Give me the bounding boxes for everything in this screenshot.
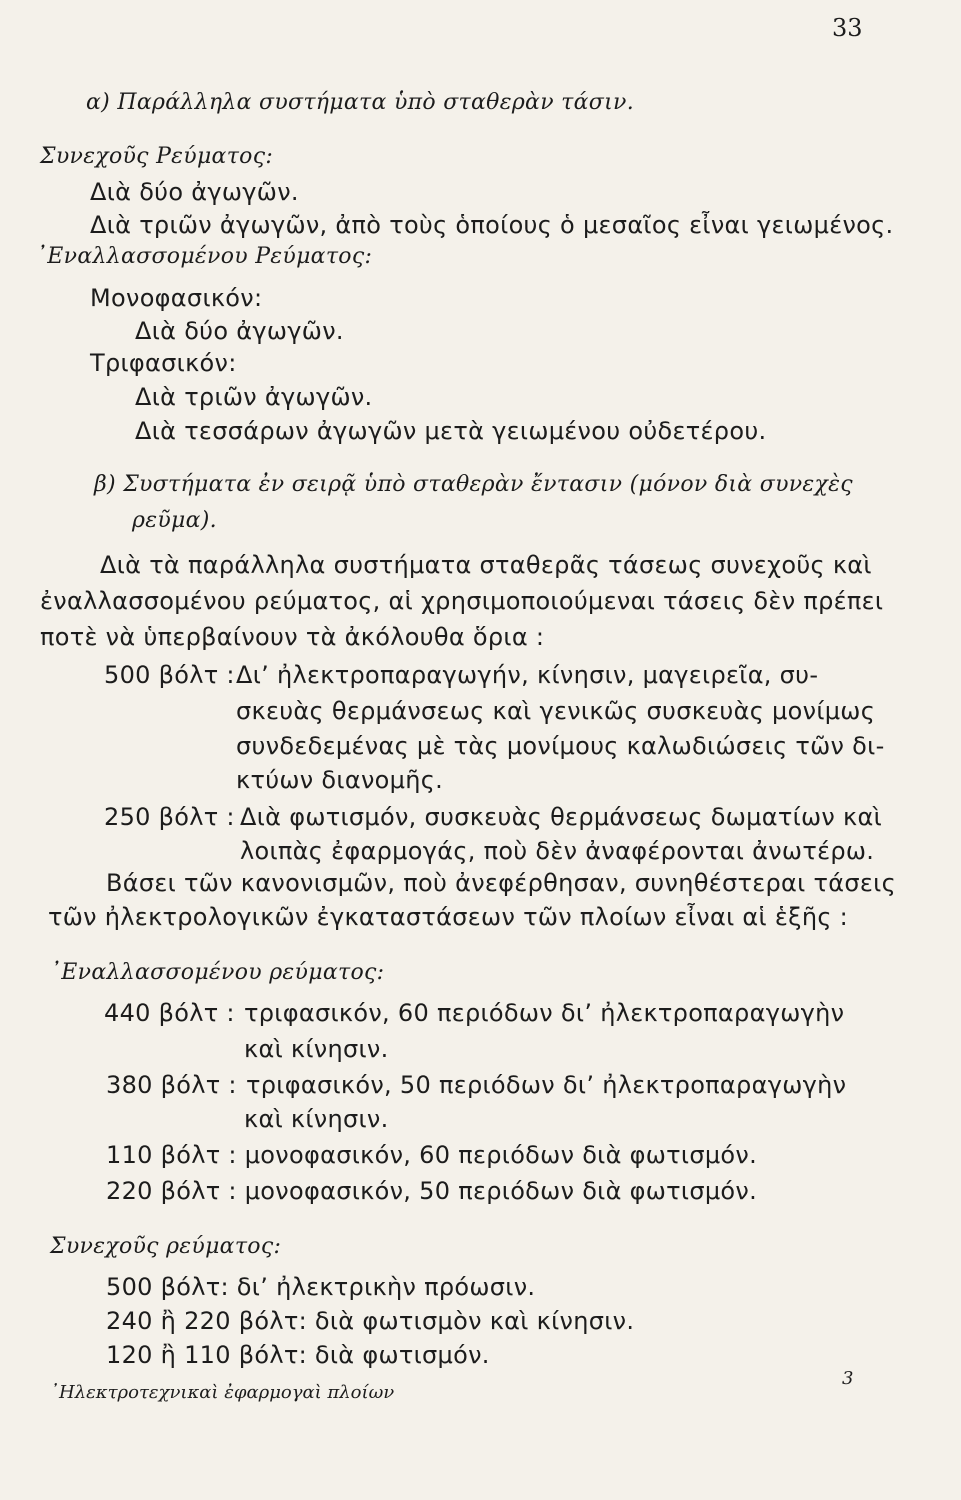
text-line: καὶ κίνησιν. [244,1035,389,1063]
dc-voltage-500: 500 βόλτ: δι’ ἠλεκτρικὴν πρόωσιν. [106,1273,536,1301]
text-line: λοιπὰς ἐφαρμογάς, ποὺ δὲν ἀναφέρονται ἀνωτέρω. [240,837,875,865]
text-line: Διὰ δύο ἀγωγῶν. [135,317,344,345]
subheading-alternating-current-2: ᾿Εναλλασσομένου ρεύματος: [50,960,385,985]
subheading-alternating-current: ᾿Εναλλασσομένου Ρεύματος: [36,244,373,269]
voltage-usage: Δι’ ἠλεκτροπαραγωγήν, κίνησιν, μαγειρεῖα, συ- [236,661,819,689]
paragraph-line: ἐναλλασσομένου ρεύματος, αἱ χρησιμοποιούμεναι τάσεις δὲν πρέπει [40,587,884,615]
voltage-entry-380 [106,1070,846,1100]
text-line: συνδεδεμένας μὲ τὰς μονίμους καλωδιώσεις τῶν δι- [236,732,885,760]
text-line: Διὰ τριῶν ἀγωγῶν. [135,383,373,411]
text-line: σκευὰς θερμάνσεως καὶ γενικῶς συσκευὰς μονίμως [236,697,876,725]
subheading-direct-current: Συνεχοῦς Ρεύματος: [40,144,274,169]
paragraph-line: τῶν ἠλεκτρολογικῶν ἐγκαταστάσεων τῶν πλοίων εἶναι αἱ ἑξῆς : [48,903,849,931]
section-heading-b-cont: ρεῦμα). [132,508,217,533]
voltage-entry-250 [104,802,882,832]
voltage-usage: τριφασικόν, 60 περιόδων δι’ ἠλεκτροπαραγωγὴν [244,999,845,1027]
voltage-label: 380 βόλτ : [106,1071,237,1099]
voltage-entry-220: 220 βόλτ : μονοφασικόν, 50 περιόδων διὰ φωτισμόν. [106,1177,758,1205]
running-footer: ᾿Ηλεκτροτεχνικαὶ ἐφαρμογαὶ πλοίων [50,1382,395,1403]
paragraph-line: Διὰ τὰ παράλληλα συστήματα σταθερᾶς τάσεως συνεχοῦς καὶ [100,551,872,579]
text-line: Τριφασικόν: [90,349,237,377]
dc-voltage-120-110: 120 ἢ 110 βόλτ: διὰ φωτισμόν. [106,1341,490,1369]
dc-voltage-240-220: 240 ἢ 220 βόλτ: διὰ φωτισμὸν καὶ κίνησιν. [106,1307,635,1335]
subheading-direct-current-2: Συνεχοῦς ρεύματος: [50,1234,282,1259]
text-line: Διὰ τριῶν ἀγωγῶν, ἀπὸ τοὺς ὁποίους ὁ μεσαῖος εἶναι γειωμένος. [90,211,894,239]
signature-mark: 3 [842,1368,854,1389]
text-line: Διὰ δύο ἀγωγῶν. [90,178,299,206]
voltage-label: 250 βόλτ : [104,803,235,831]
paragraph-line: Βάσει τῶν κανονισμῶν, ποὺ ἀνεφέρθησαν, συνηθέστεραι τάσεις [106,869,896,897]
voltage-usage: Διὰ φωτισμόν, συσκευὰς θερμάνσεως δωματίων καὶ [240,803,883,831]
text-line: κτύων διανομῆς. [236,766,444,794]
section-heading-a: α) Παράλληλα συστήματα ὑπὸ σταθερὰν τάσιν. [86,90,635,115]
voltage-entry-110: 110 βόλτ : μονοφασικόν, 60 περιόδων διὰ φωτισμόν. [106,1141,758,1169]
paragraph-line: ποτὲ νὰ ὑπερβαίνουν τὰ ἀκόλουθα ὅρια : [40,623,545,651]
voltage-entry-440 [104,998,844,1028]
section-heading-b: β) Συστήματα ἐν σειρᾷ ὑπὸ σταθερὰν ἔντασιν (μόνον διὰ συνεχὲς [94,472,853,497]
voltage-label: 440 βόλτ : [104,999,235,1027]
voltage-label: 500 βόλτ : [104,661,235,689]
text-line: καὶ κίνησιν. [244,1105,389,1133]
page-number: 33 [832,14,863,42]
text-line: Διὰ τεσσάρων ἀγωγῶν μετὰ γειωμένου οὐδετέρου. [135,417,767,445]
voltage-entry-500 [104,660,818,690]
voltage-usage: τριφασικόν, 50 περιόδων δι’ ἠλεκτροπαραγωγὴν [246,1071,847,1099]
text-line: Μονοφασικόν: [90,284,263,312]
